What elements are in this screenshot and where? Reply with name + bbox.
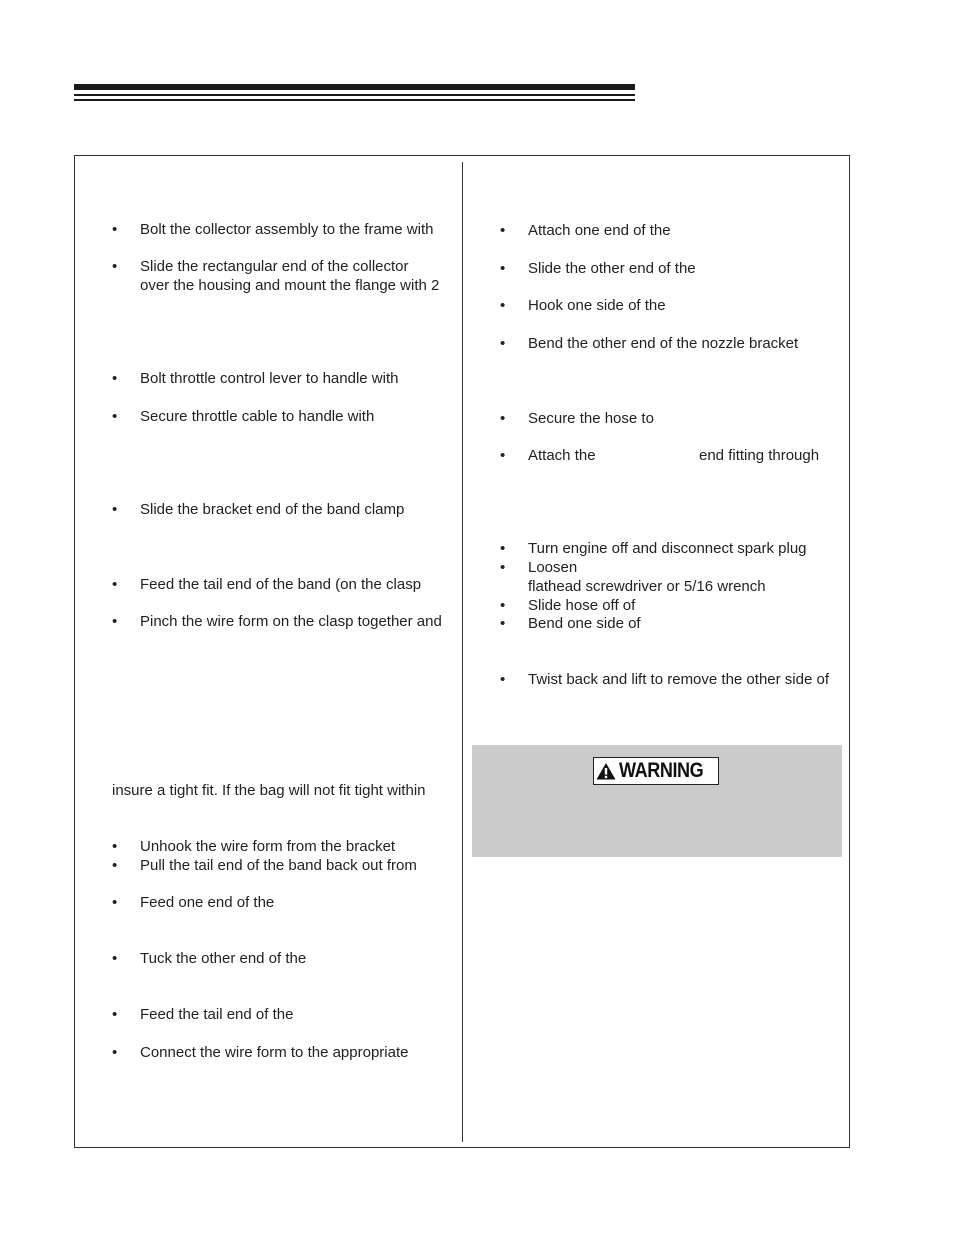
bullet: • <box>112 258 118 275</box>
bullet: • <box>112 950 118 967</box>
list-item: Tuck the other end of the <box>140 950 307 967</box>
list-item: Slide the other end of the <box>528 260 696 277</box>
list-item: Attach the <box>528 447 596 464</box>
list-item: Secure throttle cable to handle with <box>140 408 375 425</box>
list-item: Turn engine off and disconnect spark plug <box>528 540 807 557</box>
list-item: Slide hose off of <box>528 597 636 614</box>
bullet: • <box>112 857 118 874</box>
bullet: • <box>112 370 118 387</box>
bullet: • <box>500 410 506 427</box>
bullet: • <box>112 838 118 855</box>
list-item: Unhook the wire form from the bracket <box>140 838 396 855</box>
paragraph-text: insure a tight fit. If the bag will not fit tight within <box>112 782 426 799</box>
list-item-fragment: end fitting through <box>699 447 820 464</box>
list-item: Feed one end of the <box>140 894 275 911</box>
list-item: Connect the wire form to the appropriate <box>140 1044 409 1061</box>
list-item-continuation: flathead screwdriver or 5/16 wrench <box>528 578 766 595</box>
bullet: • <box>500 222 506 239</box>
warning-badge <box>593 757 719 785</box>
bullet: • <box>112 894 118 911</box>
header-rule-thick <box>74 84 635 90</box>
bullet: • <box>112 613 118 630</box>
warning-triangle-icon <box>596 762 616 780</box>
list-item: Feed the tail end of the <box>140 1006 294 1023</box>
bullet: • <box>500 540 506 557</box>
bullet: • <box>500 260 506 277</box>
list-item: Hook one side of the <box>528 297 666 314</box>
list-item: Bend one side of <box>528 615 641 632</box>
bullet: • <box>500 297 506 314</box>
list-item: Bolt the collector assembly to the frame with <box>140 221 434 238</box>
header-rule-thin-1 <box>74 94 635 96</box>
bullet: • <box>500 335 506 352</box>
warning-label: WARNING <box>618 759 703 782</box>
list-item: Pinch the wire form on the clasp together and <box>140 613 442 630</box>
list-item: Loosen <box>528 559 578 576</box>
bullet: • <box>500 671 506 688</box>
bullet: • <box>112 576 118 593</box>
list-item: Bend the other end of the nozzle bracket <box>528 335 799 352</box>
list-item: Secure the hose to <box>528 410 654 427</box>
bullet: • <box>500 447 506 464</box>
list-item: Slide the bracket end of the band clamp <box>140 501 405 518</box>
list-item: Twist back and lift to remove the other side of <box>528 671 829 688</box>
column-divider <box>462 162 463 1142</box>
list-item: Feed the tail end of the band (on the clasp <box>140 576 422 593</box>
bullet: • <box>500 615 506 632</box>
list-item: Slide the rectangular end of the collector <box>140 258 409 275</box>
bullet: • <box>112 501 118 518</box>
bullet: • <box>500 559 506 576</box>
bullet: • <box>112 1044 118 1061</box>
list-item: Bolt throttle control lever to handle with <box>140 370 399 387</box>
list-item: Pull the tail end of the band back out from <box>140 857 417 874</box>
bullet: • <box>500 597 506 614</box>
bullet: • <box>112 1006 118 1023</box>
list-item-continuation: over the housing and mount the flange with 2 <box>140 277 440 294</box>
bullet: • <box>112 408 118 425</box>
header-rule-thin-2 <box>74 99 635 101</box>
list-item: Attach one end of the <box>528 222 671 239</box>
bullet: • <box>112 221 118 238</box>
